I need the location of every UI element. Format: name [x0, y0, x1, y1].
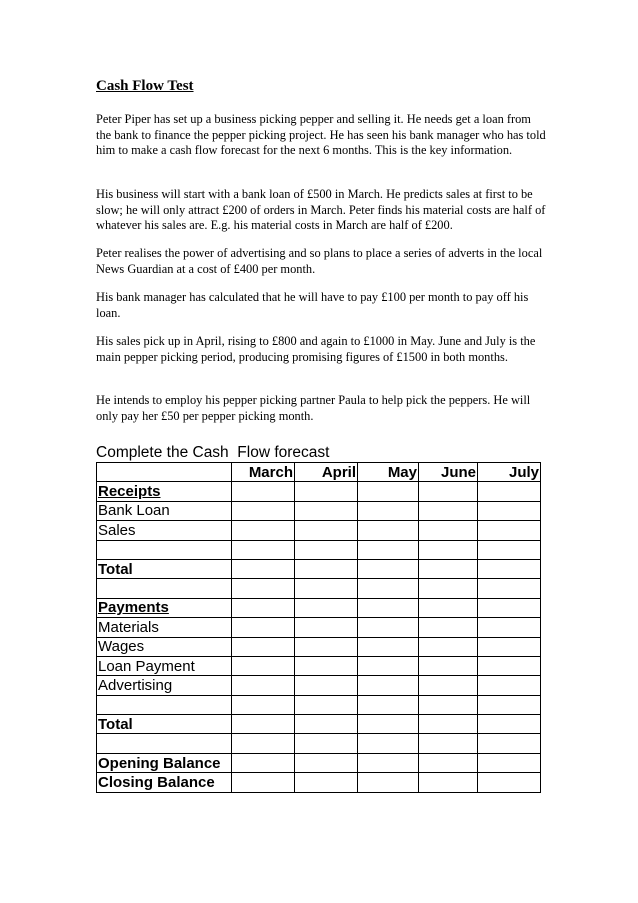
blank-label: [97, 540, 232, 559]
table-row: [97, 753, 541, 772]
table-row: [97, 559, 541, 578]
bank-loan-label: Bank Loan: [97, 501, 232, 520]
cell-input[interactable]: [295, 695, 358, 714]
cell-input[interactable]: [419, 676, 478, 695]
opening-balance-label: Opening Balance: [97, 753, 232, 772]
cell-input[interactable]: [232, 598, 295, 617]
table-row: [97, 521, 541, 540]
cell-input[interactable]: [295, 753, 358, 772]
cell-input[interactable]: [358, 579, 419, 598]
cell-input[interactable]: [419, 540, 478, 559]
cell-input[interactable]: [358, 540, 419, 559]
closing-balance-label: Closing Balance: [97, 773, 232, 792]
advertising-label: Advertising: [97, 676, 232, 695]
cash-flow-table: [96, 462, 541, 793]
cell-input[interactable]: [419, 579, 478, 598]
table-row: [97, 734, 541, 753]
cell-input[interactable]: [232, 676, 295, 695]
receipts-label: Receipts: [97, 482, 232, 501]
cell-input[interactable]: [295, 618, 358, 637]
cell-input[interactable]: [419, 521, 478, 540]
cell-input[interactable]: [358, 482, 419, 501]
cell-input[interactable]: [358, 618, 419, 637]
cell-input[interactable]: [232, 734, 295, 753]
cell-input[interactable]: [358, 559, 419, 578]
cell-input[interactable]: [478, 521, 541, 540]
total-payments-label: Total: [97, 715, 232, 734]
cell-input[interactable]: [419, 715, 478, 734]
cell-input[interactable]: [419, 501, 478, 520]
cell-input[interactable]: [232, 656, 295, 675]
table-row: [97, 501, 541, 520]
blank-label: [97, 579, 232, 598]
sales-label: Sales: [97, 521, 232, 540]
cell-input[interactable]: [232, 618, 295, 637]
table-row: [97, 618, 541, 637]
cell-input[interactable]: [478, 715, 541, 734]
cell-input[interactable]: [295, 676, 358, 695]
cell-input[interactable]: [295, 715, 358, 734]
cell-input[interactable]: [478, 753, 541, 772]
table-row: [97, 637, 541, 656]
cell-input[interactable]: [295, 598, 358, 617]
cell-input[interactable]: [478, 676, 541, 695]
cell-input[interactable]: [232, 753, 295, 772]
table-row: [97, 676, 541, 695]
cash-flow-heading: Complete the Cash Flow forecast: [96, 444, 330, 461]
cell-input[interactable]: [358, 753, 419, 772]
cell-input[interactable]: [295, 501, 358, 520]
cell-input[interactable]: [358, 676, 419, 695]
cell-input[interactable]: [232, 695, 295, 714]
table-row: [97, 598, 541, 617]
month-header-may: May: [358, 463, 419, 482]
cell-input[interactable]: [232, 579, 295, 598]
cell-input[interactable]: [419, 618, 478, 637]
cell-input[interactable]: [478, 579, 541, 598]
paragraph-loan-and-sales: His business will start with a bank loan of £500 in March. He predicts sales at first to be slow; he will only attract £200 of orders in March. Peter finds his material costs are half of whatever his sales are. E.g. his material costs in March are half of £200.: [96, 187, 546, 232]
document-title: Cash Flow Test: [96, 78, 194, 94]
cell-input[interactable]: [478, 598, 541, 617]
payments-label: Payments: [97, 598, 232, 617]
cell-input[interactable]: [358, 656, 419, 675]
table-row: [97, 715, 541, 734]
cell-input[interactable]: [232, 715, 295, 734]
cell-input[interactable]: [419, 734, 478, 753]
table-row: [97, 656, 541, 675]
cell-input[interactable]: [295, 482, 358, 501]
table-row: [97, 482, 541, 501]
cell-input[interactable]: [232, 482, 295, 501]
cell-input[interactable]: [358, 521, 419, 540]
cell-input[interactable]: [358, 773, 419, 792]
cell-input[interactable]: [232, 773, 295, 792]
cell-input[interactable]: [358, 734, 419, 753]
table-row: [97, 695, 541, 714]
month-header-april: April: [295, 463, 358, 482]
cell-input[interactable]: [358, 715, 419, 734]
cell-input[interactable]: [419, 695, 478, 714]
month-header-march: March: [232, 463, 295, 482]
materials-label: Materials: [97, 618, 232, 637]
cell-input[interactable]: [358, 695, 419, 714]
cell-input[interactable]: [419, 773, 478, 792]
cell-input[interactable]: [478, 482, 541, 501]
cell-input[interactable]: [419, 753, 478, 772]
table-row: [97, 579, 541, 598]
cell-input[interactable]: [478, 501, 541, 520]
cell-input[interactable]: [295, 773, 358, 792]
cell-input[interactable]: [419, 559, 478, 578]
cell-input[interactable]: [232, 637, 295, 656]
cell-input[interactable]: [295, 637, 358, 656]
cell-input[interactable]: [232, 501, 295, 520]
cell-input[interactable]: [478, 734, 541, 753]
header-blank-cell: [97, 463, 232, 482]
cell-input[interactable]: [478, 656, 541, 675]
blank-label: [97, 734, 232, 753]
table-row: [97, 540, 541, 559]
cell-input[interactable]: [419, 637, 478, 656]
paragraph-loan-repayment: His bank manager has calculated that he will have to pay £100 per month to pay off his loan.: [96, 290, 529, 320]
cell-input[interactable]: [478, 695, 541, 714]
cell-input[interactable]: [478, 773, 541, 792]
month-header-july: July: [478, 463, 541, 482]
paragraph-intro: Peter Piper has set up a business picking pepper and selling it. He needs get a loan from the bank to finance the pepper picking project. He has seen his bank manager who has told him to make a cash flow forecast for the next 6 months. This is the key information.: [96, 112, 546, 157]
wages-label: Wages: [97, 637, 232, 656]
cell-input[interactable]: [478, 540, 541, 559]
cell-input[interactable]: [295, 521, 358, 540]
cell-input[interactable]: [295, 734, 358, 753]
cell-input[interactable]: [478, 637, 541, 656]
cell-input[interactable]: [419, 598, 478, 617]
cell-input[interactable]: [478, 618, 541, 637]
cell-input[interactable]: [295, 540, 358, 559]
loan-payment-label: Loan Payment: [97, 656, 232, 675]
paragraph-wages: He intends to employ his pepper picking partner Paula to help pick the peppers. He will only pay her £50 per pepper picking month.: [96, 393, 531, 423]
cell-input[interactable]: [358, 637, 419, 656]
cell-input[interactable]: [232, 521, 295, 540]
cell-input[interactable]: [358, 501, 419, 520]
cell-input[interactable]: [358, 598, 419, 617]
cell-input[interactable]: [295, 579, 358, 598]
cell-input[interactable]: [478, 559, 541, 578]
cell-input[interactable]: [232, 559, 295, 578]
cell-input[interactable]: [419, 656, 478, 675]
cell-input[interactable]: [295, 656, 358, 675]
header-row: [97, 463, 541, 482]
month-header-june: June: [419, 463, 478, 482]
cell-input[interactable]: [419, 482, 478, 501]
paragraph-sales-growth: His sales pick up in April, rising to £800 and again to £1000 in May. June and July is the main pepper picking period, producing promising figures of £1500 in both months.: [96, 334, 536, 364]
cell-input[interactable]: [232, 540, 295, 559]
table-row: [97, 773, 541, 792]
blank-label: [97, 695, 232, 714]
cell-input[interactable]: [295, 559, 358, 578]
total-receipts-label: Total: [97, 559, 232, 578]
paragraph-advertising: Peter realises the power of advertising and so plans to place a series of adverts in the local News Guardian at a cost of £400 per month.: [96, 246, 543, 276]
